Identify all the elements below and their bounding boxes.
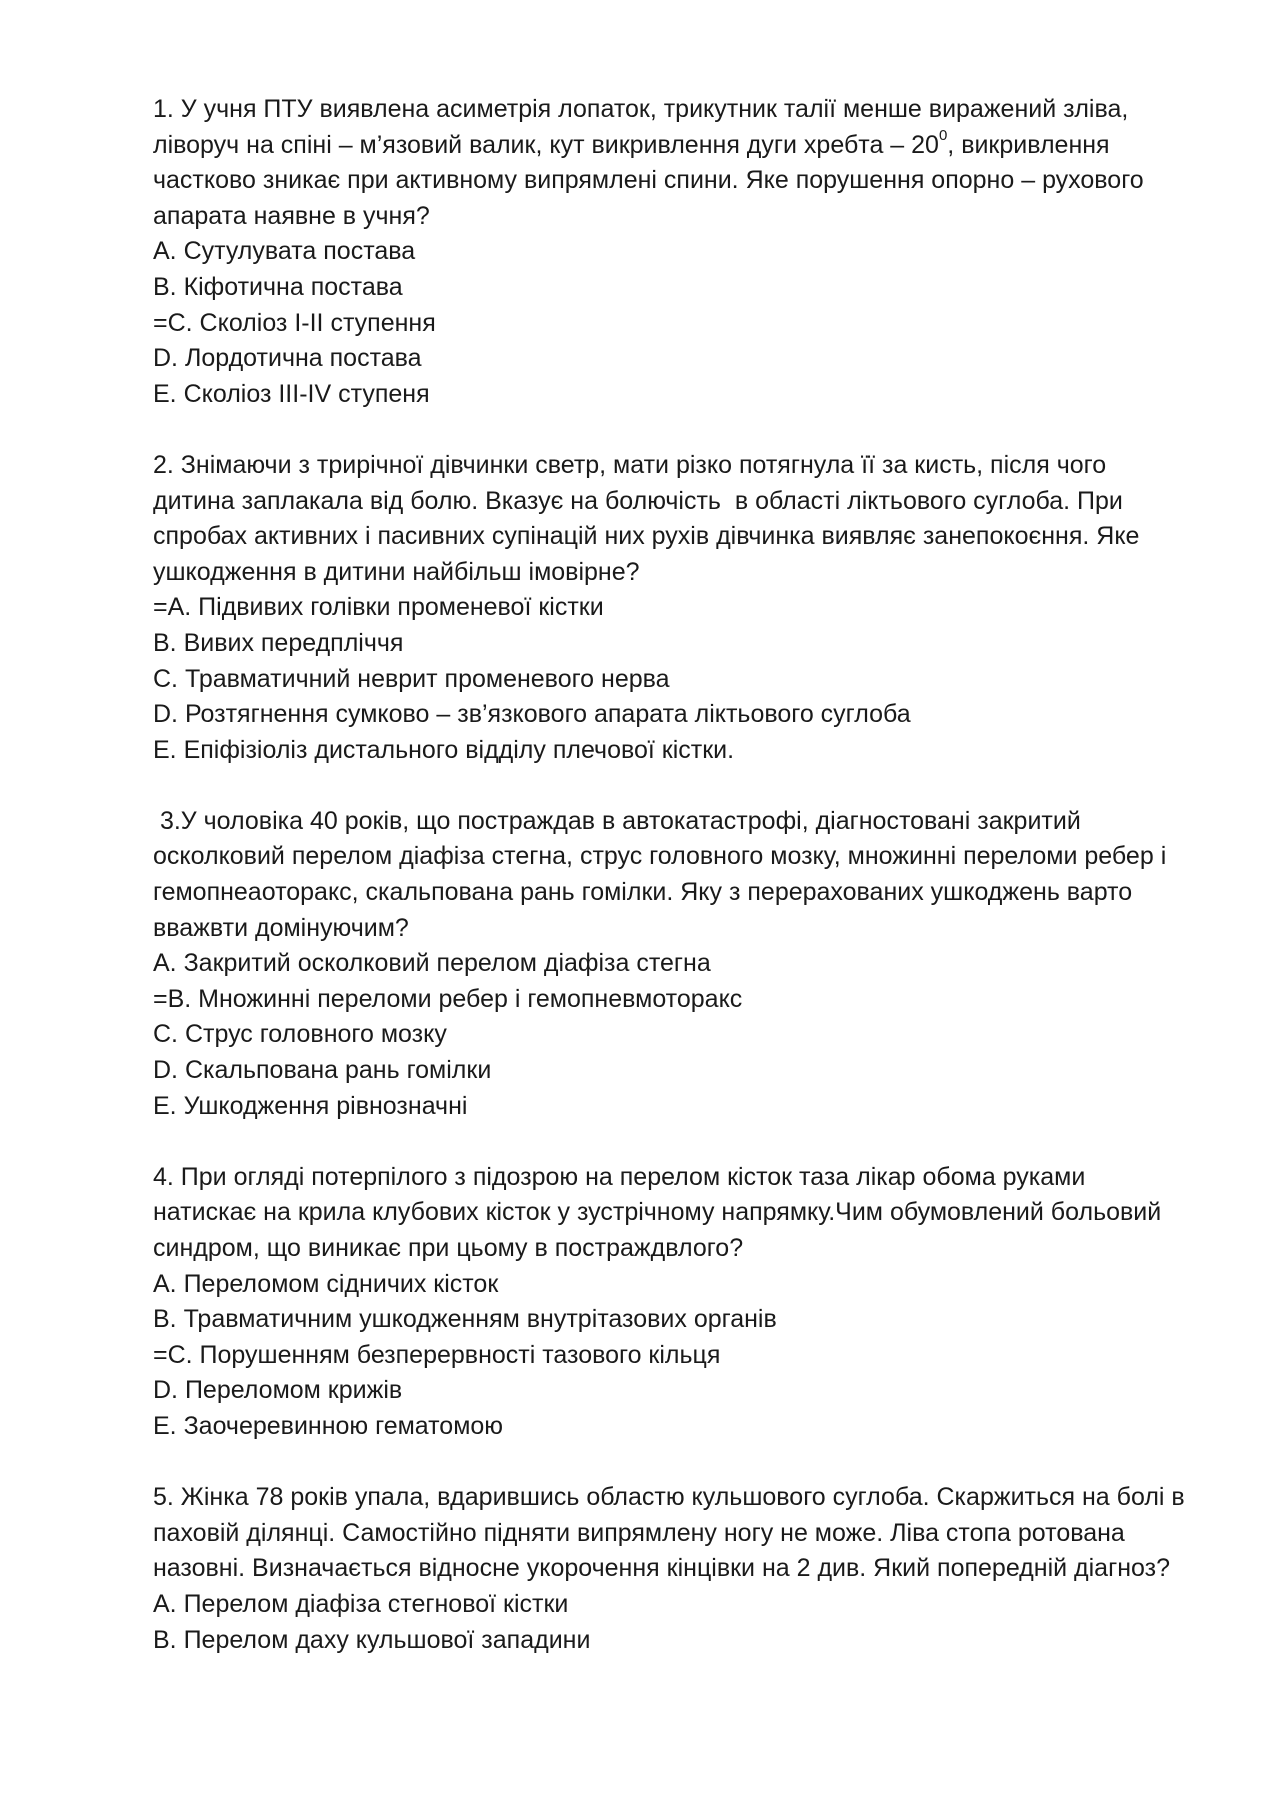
answer-option: =A. Підвивих голівки променевої кістки: [153, 593, 604, 622]
answer-option: A. Закритий осколковий перелом діафіза стегна: [153, 949, 711, 978]
answer-option: E. Заочеревинною гематомою: [153, 1411, 504, 1440]
answer-option: A. Перелом діафіза стегнової кістки: [153, 1589, 569, 1618]
answer-option: B. Травматичним ушкодженням внутрітазових органів: [153, 1305, 777, 1334]
answer-option: =C. Порушенням безперервності тазового кільця: [153, 1340, 721, 1369]
question-5: [153, 1480, 1193, 1658]
answer-option: B. Вивих передпліччя: [153, 628, 404, 657]
degree-superscript: 0: [938, 127, 948, 145]
answer-option: A. Переломом сідничих кісток: [153, 1269, 499, 1298]
answer-option: A. Сутулувата постава: [153, 237, 416, 266]
question-2: [153, 448, 1193, 768]
answer-option: =C. Сколіоз I-II ступення: [153, 308, 436, 337]
question-stem: 4. При огляді потерпілого з підозрою на перелом кісток таза лікар обома руками натискає на крила клубових кісток у зустрічному напрямку.Чим обумовлений больовий синдром, що виникає при цьому в постраждвлого?: [153, 1162, 1169, 1262]
answer-option: D. Розтягнення сумково – зв’язкового апарата ліктьового суглоба: [153, 700, 911, 729]
answer-option: E. Ушкодження рівнозначні: [153, 1091, 468, 1120]
stem-text: 1. У учня ПТУ виявлена асиметрія лопаток, трикутник талії менше виражений зліва, ліворуч на спіні – м’язовий валик, кут викривлення дуги хребта – 20: [153, 95, 1136, 159]
answer-option: C. Травматичний неврит променевого нерва: [153, 664, 670, 693]
question-1: [153, 92, 1193, 412]
question-stem: 3.У чоловіка 40 років, що постраждав в автокатастрофі, діагностовані закритий осколковий перелом діафіза стегна, струс головного мозку, множинні переломи ребер і гемопнеаоторакс, скальпована рань гомілки. Яку з перерахованих ушкоджень варто вважвти домінуючим?: [153, 806, 1174, 942]
question-3: [153, 804, 1193, 1124]
answer-option: D. Лордотична постава: [153, 344, 422, 373]
answer-option: D. Скальпована рань гомілки: [153, 1056, 492, 1085]
stem-text-continued: , викривлення частково зникає при активному випрямлені спини. Яке порушення опорно – рухового апарата наявне в учня?: [153, 130, 1151, 230]
answer-option: C. Струс головного мозку: [153, 1020, 447, 1049]
question-stem: 2. Знімаючи з трирічної дівчинки светр, мати різко потягнула її за кисть, після чого дитина заплакала від болю. Вказує на болючість в області ліктьового суглоба. При спробах активних і пасивних супінацій них рухів дівчинка виявляє занепокоєння. Яке ушкодження в дитини найбільш імовірне?: [153, 450, 1147, 586]
answer-option: B. Перелом даху кульшової западини: [153, 1625, 591, 1654]
question-stem: 5. Жінка 78 років упала, вдарившись областю кульшового суглоба. Скаржиться на болі в паховій ділянці. Самостійно підняти випрямлену ногу не може. Ліва стопа ротована назовні. Визначається відносне укорочення кінцівки на 2 див. Який попередній діагноз?: [153, 1483, 1192, 1583]
answer-option: E. Епіфізіоліз дистального відділу плечової кістки.: [153, 735, 735, 764]
answer-option: =B. Множинні переломи ребер і гемопневмоторакс: [153, 984, 743, 1013]
document-page: [153, 92, 1193, 1694]
answer-option: D. Переломом крижів: [153, 1376, 403, 1405]
question-4: [153, 1160, 1193, 1445]
answer-option: E. Сколіоз III-IV ступеня: [153, 379, 430, 408]
question-stem: [153, 92, 1193, 234]
answer-option: B. Кіфотична постава: [153, 272, 403, 301]
